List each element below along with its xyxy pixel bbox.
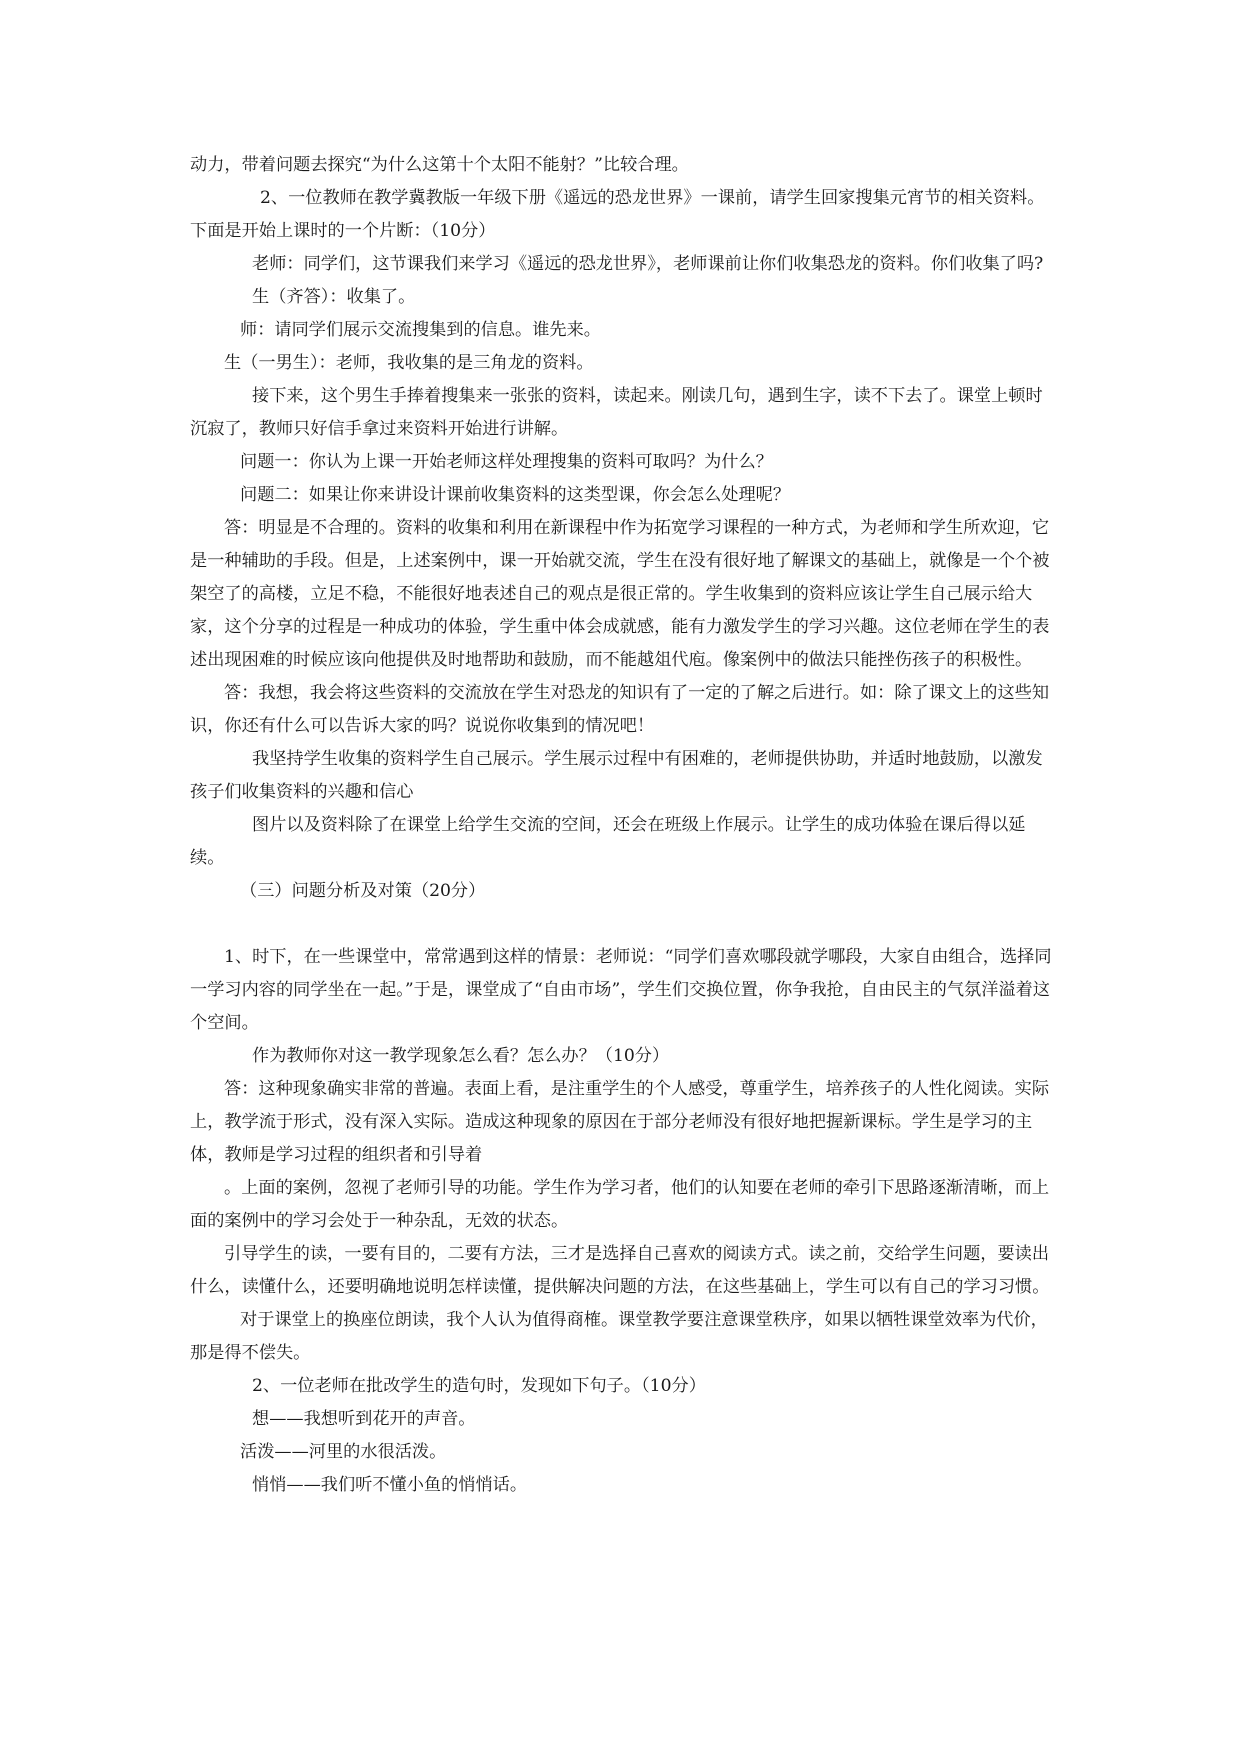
sentence-example-1: 想——我想听到花开的声音。 bbox=[252, 1409, 476, 1429]
dialogue-teacher-1: 老师：同学们，这节课我们来学习《遥远的恐龙世界》，老师课前让你们收集恐龙的资料。你们收集了吗? bbox=[252, 254, 1044, 274]
document-body bbox=[190, 149, 1058, 1502]
section-three-opinion: 对于课堂上的换座位朗读，我个人认为值得商榷。课堂教学要注意课堂秩序，如果以牺牲课堂效率为代价，那是得不偿失。 bbox=[190, 1310, 1048, 1363]
question-one: 问题一：你认为上课一开始老师这样处理搜集的资料可取吗？为什么？ bbox=[240, 452, 773, 472]
section-heading-three: （三）问题分析及对策（20分） bbox=[240, 881, 486, 901]
section-three-guidance: 引导学生的读，一要有目的，二要有方法，三才是选择自己喜欢的阅读方式。读之前，交给学生问题，要读出什么，读懂什么，还要明确地说明怎样读懂，提供解决问题的方法，在这些基础上，学生可以有自己的学习习惯。 bbox=[190, 1244, 1050, 1297]
dialogue-teacher-2: 师：请同学们展示交流搜集到的信息。谁先来。 bbox=[240, 320, 601, 340]
answer-two-extension: 图片以及资料除了在课堂上给学生交流的空间，还会在班级上作展示。让学生的成功体验在课后得以延续。 bbox=[190, 815, 1026, 868]
paragraph-continuation: 动力，带着问题去探究“为什么这第十个太阳不能射？”比较合理。 bbox=[190, 155, 689, 175]
question-two: 问题二：如果让你来讲设计课前收集资料的这类型课，你会怎么处理呢？ bbox=[240, 485, 791, 505]
question-sentences: 2、一位老师在批改学生的造句时，发现如下句子。（10分） bbox=[252, 1376, 706, 1396]
section-three-answer: 答：这种现象确实非常的普遍。表面上看，是注重学生的个人感受，尊重学生，培养孩子的人性化阅读。实际上，教学流于形式，没有深入实际。造成这种现象的原因在于部分老师没有很好地把握新课标。学生是学习的主体，教师是学习过程的组织者和引导着 bbox=[190, 1079, 1050, 1165]
section-three-question-1: 1、时下，在一些课堂中，常常遇到这样的情景：老师说：“同学们喜欢哪段就学哪段，大家自由组合，选择同一学习内容的同学坐在一起。”于是，课堂成了“自由市场”，学生们交换位置，你争我抢，自由民主的气氛洋溢着这个空间。 bbox=[190, 947, 1052, 1033]
answer-one: 答：明显是不合理的。资料的收集和利用在新课程中作为拓宽学习课程的一种方式，为老师和学生所欢迎，它是一种辅助的手段。但是，上述案例中，课一开始就交流，学生在没有很好地了解课文的基础上，就像是一个个被架空了的高楼，立足不稳，不能很好地表述自己的观点是很正常的。学生收集到的资料应该让学生自己展示给大家，这个分享的过程是一种成功的体验，学生重中体会成就感，能有力激发学生的学习兴趣。这位老师在学生的表述出现困难的时候应该向他提供及时地帮助和鼓励，而不能越俎代庖。像案例中的做法只能挫伤孩子的积极性。 bbox=[190, 518, 1050, 670]
section-three-answer-continued: 。上面的案例，忽视了老师引导的功能。学生作为学习者，他们的认知要在老师的牵引下思路逐渐清晰，而上面的案例中的学习会处于一种杂乱，无效的状态。 bbox=[190, 1178, 1050, 1231]
answer-two-continued: 我坚持学生收集的资料学生自己展示。学生展示过程中有困难的，老师提供协助，并适时地鼓励，以激发孩子们收集资料的兴趣和信心 bbox=[190, 749, 1043, 802]
sentence-example-3: 悄悄——我们听不懂小鱼的悄悄话。 bbox=[252, 1475, 528, 1495]
sentence-example-2: 活泼——河里的水很活泼。 bbox=[240, 1442, 447, 1462]
dialogue-students: 生（齐答）：收集了。 bbox=[252, 287, 416, 307]
question-2-intro: 2、一位教师在教学冀教版一年级下册《遥远的恐龙世界》一课前，请学生回家搜集元宵节的相关资料。下面是开始上课时的一个片断：（10分） bbox=[190, 188, 1045, 241]
section-three-prompt: 作为教师你对这一教学现象怎么看？怎么办？（10分） bbox=[252, 1046, 670, 1066]
section-gap bbox=[190, 908, 1058, 941]
dialogue-boy: 生（一男生）：老师，我收集的是三角龙的资料。 bbox=[224, 353, 594, 373]
answer-two: 答：我想，我会将这些资料的交流放在学生对恐龙的知识有了一定的了解之后进行。如：除了课文上的这些知识，你还有什么可以告诉大家的吗？说说你收集到的情况吧！ bbox=[190, 683, 1050, 736]
narration: 接下来，这个男生手捧着搜集来一张张的资料，读起来。刚读几句，遇到生字，读不下去了。课堂上顿时沉寂了，教师只好信手拿过来资料开始进行讲解。 bbox=[190, 386, 1043, 439]
